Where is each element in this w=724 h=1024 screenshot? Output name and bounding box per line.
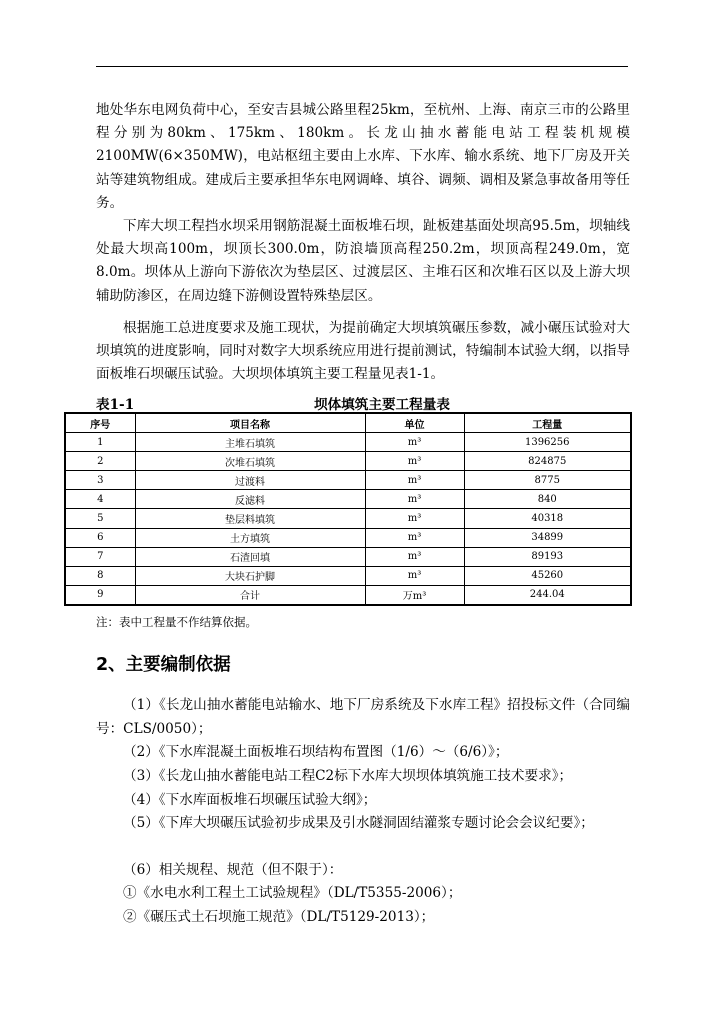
cell-unit: 万m³ (365, 585, 464, 605)
cell-unit: m³ (365, 528, 464, 547)
cell-qty: 45260 (464, 566, 631, 585)
basis-item-2: （2）《下水库混凝土面板堆石坝结构布置图（1/6）～（6/6）》； (123, 744, 509, 760)
cell-name: 主堆石填筑 (135, 433, 365, 452)
table-row (65, 509, 631, 528)
table-row (65, 452, 631, 471)
cell-name: 反滤料 (135, 490, 365, 509)
cell-name: 垫层料填筑 (135, 509, 365, 528)
cell-name: 次堆石填筑 (135, 452, 365, 471)
cell-no: 4 (65, 490, 135, 509)
header-unit: 单位 (365, 413, 464, 433)
cell-unit: m³ (365, 452, 464, 471)
basis-item-4: （4）《下水库面板堆石坝碾压试验大纲》； (123, 792, 377, 808)
table-note: 注：表中工程量不作结算依据。 (96, 615, 257, 629)
cell-qty: 824875 (464, 452, 631, 471)
cell-qty: 8775 (464, 471, 631, 490)
table-label: 表1-1 (96, 397, 135, 413)
table-title: 坝体填筑主要工程量表 (314, 397, 450, 413)
cell-no: 7 (65, 547, 135, 566)
table-row (65, 433, 631, 452)
cell-unit: m³ (365, 547, 464, 566)
table-header-row (65, 413, 631, 433)
header-name: 项目名称 (135, 413, 365, 433)
quantity-table (64, 412, 632, 606)
cell-unit: m³ (365, 490, 464, 509)
cell-no: 2 (65, 452, 135, 471)
table-row (65, 490, 631, 509)
basis-item-1: （1）《长龙山抽水蓄能电站输水、地下厂房系统及下水库工程》招投标文件（合同编号：CLS/0050）； (96, 697, 630, 737)
cell-qty: 89193 (464, 547, 631, 566)
table-row (65, 566, 631, 585)
cell-name: 合计 (135, 585, 365, 605)
header-qty: 工程量 (464, 413, 631, 433)
cell-qty: 840 (464, 490, 631, 509)
cell-name: 土方填筑 (135, 528, 365, 547)
paragraph-purpose: 根据施工总进度要求及施工现状，为提前确定大坝填筑碾压参数，减小碾压试验对大坝填筑的进度影响，同时对数字大坝系统应用进行提前测试，特编制本试验大纲，以指导面板堆石坝碾压试验。大坝坝体填筑主要工程量见表1-1。 (96, 320, 630, 383)
cell-name: 过渡料 (135, 471, 365, 490)
basis-sub-item-2: ②《碾压式土石坝施工规范》（DL/T5129-2013）； (123, 909, 435, 925)
cell-no: 5 (65, 509, 135, 528)
cell-name: 大块石护脚 (135, 566, 365, 585)
table-row (65, 547, 631, 566)
cell-qty: 34899 (464, 528, 631, 547)
basis-item-3: （3）《长龙山抽水蓄能电站工程C2标下水库大坝坝体填筑施工技术要求》； (123, 768, 573, 784)
cell-no: 9 (65, 585, 135, 605)
table-row-total (65, 585, 631, 605)
section-heading: 2、主要编制依据 (96, 655, 231, 675)
cell-unit: m³ (365, 566, 464, 585)
basis-item-6: （6）相关规程、规范（但不限于）： (123, 862, 343, 878)
cell-unit: m³ (365, 509, 464, 528)
table-caption (96, 393, 630, 413)
cell-no: 6 (65, 528, 135, 547)
cell-name: 石渣回填 (135, 547, 365, 566)
cell-no: 8 (65, 566, 135, 585)
cell-qty: 40318 (464, 509, 631, 528)
header-no: 序号 (65, 413, 135, 433)
cell-no: 3 (65, 471, 135, 490)
cell-unit: m³ (365, 433, 464, 452)
cell-qty: 1396256 (464, 433, 631, 452)
table-row (65, 471, 631, 490)
header-rule (96, 66, 628, 67)
cell-no: 1 (65, 433, 135, 452)
basis-item-5: （5）《下库大坝碾压试验初步成果及引水隧洞固结灌浆专题讨论会会议纪要》； (123, 815, 594, 831)
paragraph-dam: 下库大坝工程挡水坝采用钢筋混凝土面板堆石坝，趾板建基面处坝高95.5m，坝轴线处最大坝高100m，坝顶长300.0m，防浪墙顶高程250.2m，坝顶高程249.0m，宽8.0m。坝体从上游向下游依次为垫层区、过渡层区、主堆石区和次堆石区以及上游大坝辅助防渗区，在周边缝下游侧设置特殊垫层区。 (96, 218, 630, 304)
paragraph-location: 地处华东电网负荷中心，至安吉县城公路里程25km，至杭州、上海、南京三市的公路里程分别为80km、175km、180km。长龙山抽水蓄能电站工程装机规模2100MW(6×350MW)，电站枢纽主要由上水库、下水库、输水系统、地下厂房及开关站等建筑物组成。建成后主要承担华东电网调峰、填谷、调频、调相及紧急事故备用等任务。 (96, 102, 630, 211)
cell-unit: m³ (365, 471, 464, 490)
table-row (65, 528, 631, 547)
cell-qty: 244.04 (464, 585, 631, 605)
basis-sub-item-1: ①《水电水利工程土工试验规程》（DL/T5355-2006）； (123, 885, 462, 901)
